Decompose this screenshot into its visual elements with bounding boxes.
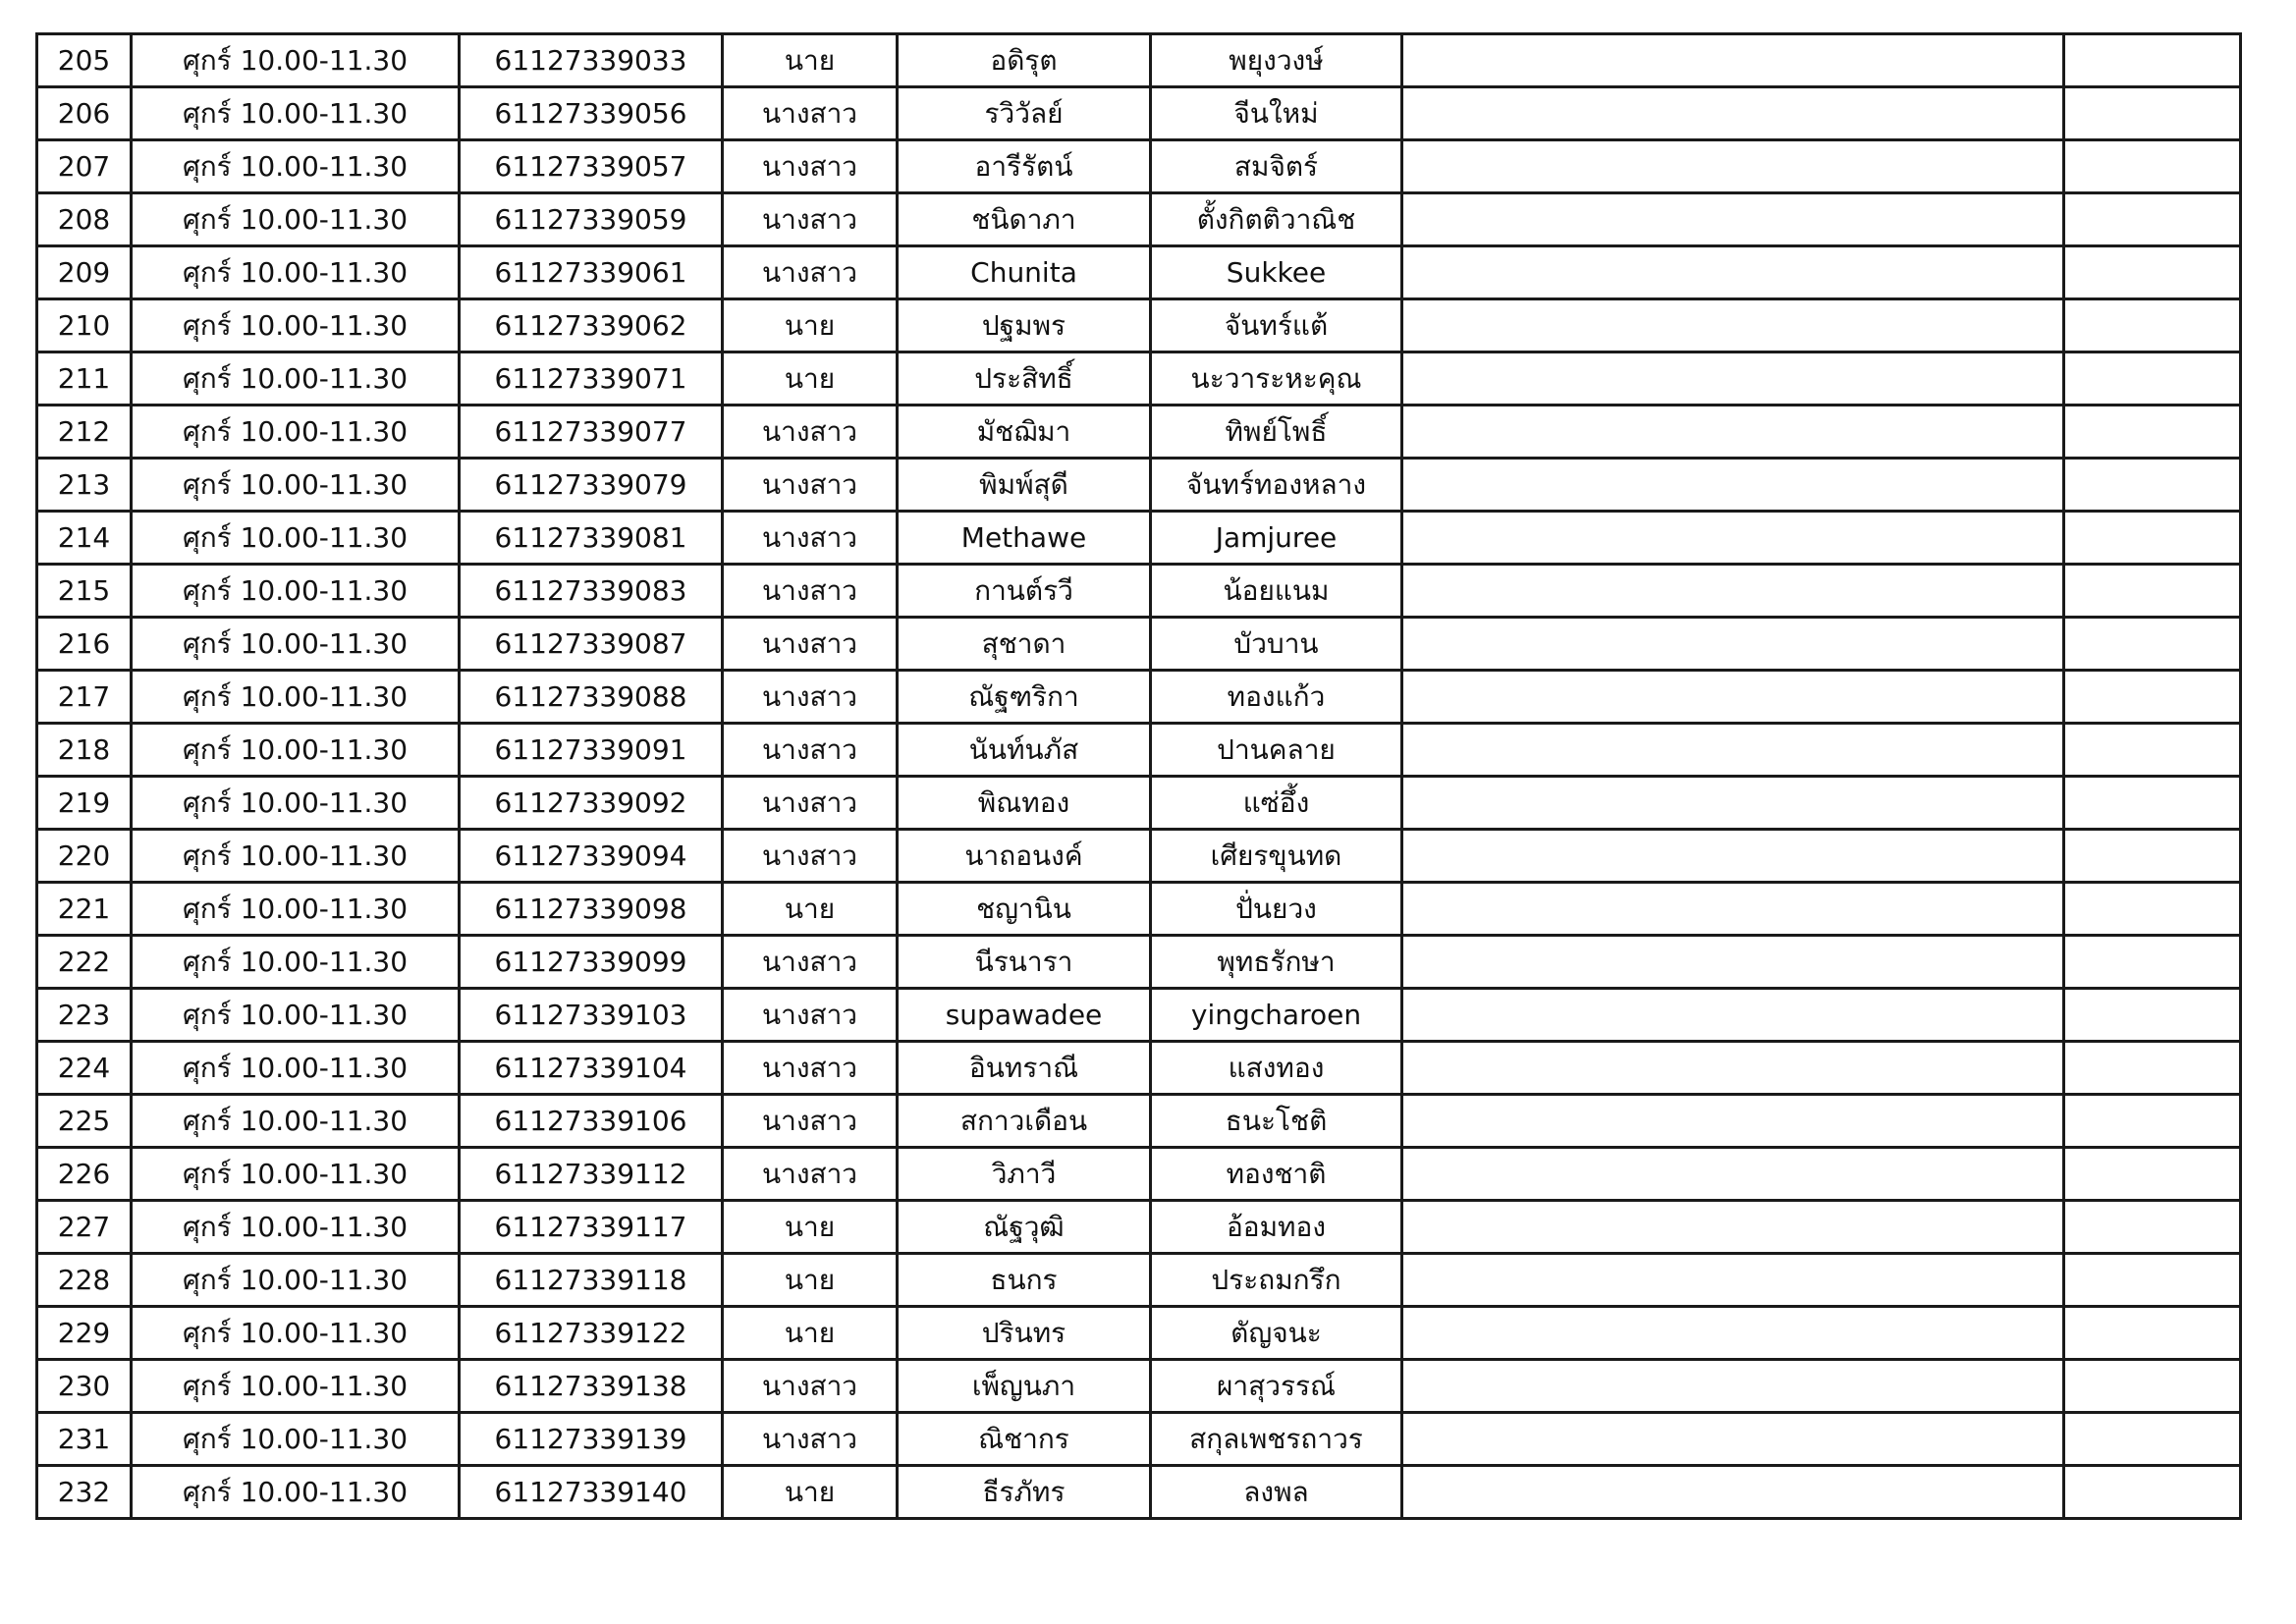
row-number: 221 [37, 883, 132, 936]
student-id: 61127339117 [460, 1201, 723, 1254]
first-name: กานต์รวี [898, 565, 1151, 618]
first-name: รวิวัลย์ [898, 87, 1151, 140]
session-time: ศุกร์ 10.00-11.30 [132, 618, 460, 671]
row-number: 217 [37, 671, 132, 724]
first-name: ธนกร [898, 1254, 1151, 1307]
blank-cell [1402, 1042, 2064, 1095]
first-name: ณิชากร [898, 1413, 1151, 1466]
last-name: จันทร์ทองหลาง [1151, 459, 1402, 512]
first-name: อินทราณี [898, 1042, 1151, 1095]
session-time: ศุกร์ 10.00-11.30 [132, 34, 460, 87]
first-name: สกาวเดือน [898, 1095, 1151, 1148]
table-row [37, 883, 2241, 936]
last-name: น้อยแนม [1151, 565, 1402, 618]
session-time: ศุกร์ 10.00-11.30 [132, 1042, 460, 1095]
table-row [37, 777, 2241, 830]
row-number: 219 [37, 777, 132, 830]
last-name: ปั่นยวง [1151, 883, 1402, 936]
blank-cell [1402, 1360, 2064, 1413]
name-title: นางสาว [723, 1360, 898, 1413]
name-title: นาย [723, 883, 898, 936]
first-name: อดิรุต [898, 34, 1151, 87]
student-id: 61127339112 [460, 1148, 723, 1201]
blank-cell-last [2064, 87, 2241, 140]
blank-cell [1402, 618, 2064, 671]
blank-cell [1402, 883, 2064, 936]
name-title: นาย [723, 1201, 898, 1254]
blank-cell [1402, 1148, 2064, 1201]
session-time: ศุกร์ 10.00-11.30 [132, 777, 460, 830]
student-id: 61127339104 [460, 1042, 723, 1095]
row-number: 211 [37, 352, 132, 406]
blank-cell [1402, 1095, 2064, 1148]
table-row [37, 246, 2241, 299]
blank-cell-last [2064, 1148, 2241, 1201]
last-name: ปานคลาย [1151, 724, 1402, 777]
name-title: นางสาว [723, 246, 898, 299]
last-name: ผาสุวรรณ์ [1151, 1360, 1402, 1413]
first-name: มัชฌิมา [898, 406, 1151, 459]
table-row [37, 406, 2241, 459]
row-number: 210 [37, 299, 132, 352]
student-id: 61127339099 [460, 936, 723, 989]
student-id: 61127339103 [460, 989, 723, 1042]
student-id: 61127339094 [460, 830, 723, 883]
blank-cell-last [2064, 1466, 2241, 1519]
name-title: นางสาว [723, 406, 898, 459]
last-name: บัวบาน [1151, 618, 1402, 671]
row-number: 207 [37, 140, 132, 193]
row-number: 227 [37, 1201, 132, 1254]
student-id: 61127339106 [460, 1095, 723, 1148]
session-time: ศุกร์ 10.00-11.30 [132, 1413, 460, 1466]
session-time: ศุกร์ 10.00-11.30 [132, 1095, 460, 1148]
blank-cell [1402, 34, 2064, 87]
name-title: นางสาว [723, 459, 898, 512]
last-name: จีนใหม่ [1151, 87, 1402, 140]
roster-body [37, 34, 2241, 1519]
blank-cell [1402, 777, 2064, 830]
blank-cell-last [2064, 1360, 2241, 1413]
name-title: นางสาว [723, 512, 898, 565]
blank-cell [1402, 936, 2064, 989]
table-row [37, 1254, 2241, 1307]
blank-cell [1402, 87, 2064, 140]
blank-cell [1402, 352, 2064, 406]
last-name: แสงทอง [1151, 1042, 1402, 1095]
session-time: ศุกร์ 10.00-11.30 [132, 352, 460, 406]
table-row [37, 1042, 2241, 1095]
blank-cell-last [2064, 352, 2241, 406]
table-row [37, 140, 2241, 193]
table-row [37, 989, 2241, 1042]
name-title: นางสาว [723, 1413, 898, 1466]
blank-cell-last [2064, 140, 2241, 193]
last-name: ตั้งกิตติวาณิช [1151, 193, 1402, 246]
student-id: 61127339061 [460, 246, 723, 299]
first-name: นาถอนงค์ [898, 830, 1151, 883]
blank-cell-last [2064, 246, 2241, 299]
row-number: 208 [37, 193, 132, 246]
blank-cell [1402, 406, 2064, 459]
blank-cell [1402, 193, 2064, 246]
last-name: ทิพย์โพธิ์ [1151, 406, 1402, 459]
student-id: 61127339091 [460, 724, 723, 777]
session-time: ศุกร์ 10.00-11.30 [132, 989, 460, 1042]
row-number: 214 [37, 512, 132, 565]
name-title: นาย [723, 1307, 898, 1360]
blank-cell [1402, 140, 2064, 193]
blank-cell [1402, 1307, 2064, 1360]
row-number: 216 [37, 618, 132, 671]
first-name: อารีรัตน์ [898, 140, 1151, 193]
table-row [37, 1095, 2241, 1148]
row-number: 209 [37, 246, 132, 299]
blank-cell-last [2064, 299, 2241, 352]
first-name: ธีรภัทร [898, 1466, 1151, 1519]
last-name: ทองชาติ [1151, 1148, 1402, 1201]
table-row [37, 936, 2241, 989]
student-roster-table [35, 32, 2242, 1520]
row-number: 231 [37, 1413, 132, 1466]
student-id: 61127339081 [460, 512, 723, 565]
table-row [37, 1148, 2241, 1201]
session-time: ศุกร์ 10.00-11.30 [132, 936, 460, 989]
session-time: ศุกร์ 10.00-11.30 [132, 724, 460, 777]
name-title: นางสาว [723, 140, 898, 193]
blank-cell-last [2064, 618, 2241, 671]
row-number: 230 [37, 1360, 132, 1413]
table-row [37, 299, 2241, 352]
blank-cell [1402, 459, 2064, 512]
table-row [37, 512, 2241, 565]
session-time: ศุกร์ 10.00-11.30 [132, 565, 460, 618]
session-time: ศุกร์ 10.00-11.30 [132, 1148, 460, 1201]
blank-cell-last [2064, 989, 2241, 1042]
first-name: พิณทอง [898, 777, 1151, 830]
row-number: 212 [37, 406, 132, 459]
row-number: 215 [37, 565, 132, 618]
row-number: 222 [37, 936, 132, 989]
last-name: อ้อมทอง [1151, 1201, 1402, 1254]
last-name: สกุลเพชรถาวร [1151, 1413, 1402, 1466]
table-row [37, 34, 2241, 87]
name-title: นางสาว [723, 936, 898, 989]
last-name: สมจิตร์ [1151, 140, 1402, 193]
session-time: ศุกร์ 10.00-11.30 [132, 1254, 460, 1307]
blank-cell-last [2064, 830, 2241, 883]
blank-cell-last [2064, 565, 2241, 618]
first-name: ชนิดาภา [898, 193, 1151, 246]
row-number: 205 [37, 34, 132, 87]
last-name: ทองแก้ว [1151, 671, 1402, 724]
student-id: 61127339118 [460, 1254, 723, 1307]
blank-cell [1402, 1466, 2064, 1519]
name-title: นาย [723, 352, 898, 406]
table-row [37, 618, 2241, 671]
name-title: นางสาว [723, 724, 898, 777]
session-time: ศุกร์ 10.00-11.30 [132, 1360, 460, 1413]
session-time: ศุกร์ 10.00-11.30 [132, 406, 460, 459]
last-name: ลงพล [1151, 1466, 1402, 1519]
name-title: นางสาว [723, 193, 898, 246]
blank-cell [1402, 512, 2064, 565]
row-number: 206 [37, 87, 132, 140]
name-title: นาย [723, 1466, 898, 1519]
blank-cell-last [2064, 1254, 2241, 1307]
name-title: นางสาว [723, 565, 898, 618]
name-title: นาย [723, 1254, 898, 1307]
blank-cell-last [2064, 1201, 2241, 1254]
blank-cell-last [2064, 406, 2241, 459]
session-time: ศุกร์ 10.00-11.30 [132, 193, 460, 246]
blank-cell [1402, 671, 2064, 724]
last-name: yingcharoen [1151, 989, 1402, 1042]
blank-cell-last [2064, 34, 2241, 87]
first-name: เพ็ญนภา [898, 1360, 1151, 1413]
blank-cell-last [2064, 936, 2241, 989]
row-number: 220 [37, 830, 132, 883]
name-title: นางสาว [723, 671, 898, 724]
row-number: 229 [37, 1307, 132, 1360]
first-name: ปรินทร [898, 1307, 1151, 1360]
first-name: ณัฐฑริกา [898, 671, 1151, 724]
table-row [37, 671, 2241, 724]
name-title: นางสาว [723, 989, 898, 1042]
session-time: ศุกร์ 10.00-11.30 [132, 1307, 460, 1360]
session-time: ศุกร์ 10.00-11.30 [132, 671, 460, 724]
blank-cell [1402, 565, 2064, 618]
student-id: 61127339083 [460, 565, 723, 618]
blank-cell [1402, 246, 2064, 299]
session-time: ศุกร์ 10.00-11.30 [132, 140, 460, 193]
student-id: 61127339087 [460, 618, 723, 671]
student-id: 61127339140 [460, 1466, 723, 1519]
table-row [37, 87, 2241, 140]
blank-cell-last [2064, 1413, 2241, 1466]
blank-cell-last [2064, 459, 2241, 512]
blank-cell [1402, 1254, 2064, 1307]
blank-cell [1402, 830, 2064, 883]
row-number: 224 [37, 1042, 132, 1095]
last-name: ตัญจนะ [1151, 1307, 1402, 1360]
blank-cell [1402, 1413, 2064, 1466]
last-name: เศียรขุนทด [1151, 830, 1402, 883]
name-title: นางสาว [723, 618, 898, 671]
first-name: ชญานิน [898, 883, 1151, 936]
name-title: นางสาว [723, 830, 898, 883]
student-id: 61127339062 [460, 299, 723, 352]
session-time: ศุกร์ 10.00-11.30 [132, 830, 460, 883]
student-id: 61127339079 [460, 459, 723, 512]
last-name: ประถมกรึก [1151, 1254, 1402, 1307]
table-row [37, 1201, 2241, 1254]
table-row [37, 459, 2241, 512]
blank-cell-last [2064, 883, 2241, 936]
name-title: นาย [723, 299, 898, 352]
first-name: ปฐมพร [898, 299, 1151, 352]
student-id: 61127339138 [460, 1360, 723, 1413]
student-id: 61127339056 [460, 87, 723, 140]
last-name: พยุงวงษ์ [1151, 34, 1402, 87]
last-name: Jamjuree [1151, 512, 1402, 565]
first-name: นีรนารา [898, 936, 1151, 989]
blank-cell [1402, 989, 2064, 1042]
first-name: Methawe [898, 512, 1151, 565]
session-time: ศุกร์ 10.00-11.30 [132, 459, 460, 512]
blank-cell-last [2064, 1307, 2241, 1360]
student-id: 61127339059 [460, 193, 723, 246]
table-row [37, 1413, 2241, 1466]
row-number: 228 [37, 1254, 132, 1307]
student-id: 61127339077 [460, 406, 723, 459]
session-time: ศุกร์ 10.00-11.30 [132, 883, 460, 936]
student-id: 61127339139 [460, 1413, 723, 1466]
last-name: พุทธรักษา [1151, 936, 1402, 989]
blank-cell [1402, 299, 2064, 352]
table-row [37, 724, 2241, 777]
first-name: วิภาวี [898, 1148, 1151, 1201]
name-title: นาย [723, 34, 898, 87]
session-time: ศุกร์ 10.00-11.30 [132, 246, 460, 299]
student-id: 61127339057 [460, 140, 723, 193]
session-time: ศุกร์ 10.00-11.30 [132, 512, 460, 565]
student-id: 61127339088 [460, 671, 723, 724]
student-id: 61127339098 [460, 883, 723, 936]
student-id: 61127339033 [460, 34, 723, 87]
table-row [37, 830, 2241, 883]
first-name: Chunita [898, 246, 1151, 299]
table-row [37, 1307, 2241, 1360]
row-number: 213 [37, 459, 132, 512]
blank-cell-last [2064, 671, 2241, 724]
last-name: จันทร์แต้ [1151, 299, 1402, 352]
blank-cell-last [2064, 777, 2241, 830]
table-row [37, 352, 2241, 406]
blank-cell [1402, 1201, 2064, 1254]
first-name: สุชาดา [898, 618, 1151, 671]
blank-cell [1402, 724, 2064, 777]
last-name: ธนะโชติ [1151, 1095, 1402, 1148]
blank-cell-last [2064, 724, 2241, 777]
student-id: 61127339122 [460, 1307, 723, 1360]
row-number: 226 [37, 1148, 132, 1201]
last-name: นะวาระหะคุณ [1151, 352, 1402, 406]
name-title: นางสาว [723, 87, 898, 140]
name-title: นางสาว [723, 777, 898, 830]
last-name: แซ่อึ้ง [1151, 777, 1402, 830]
row-number: 223 [37, 989, 132, 1042]
session-time: ศุกร์ 10.00-11.30 [132, 1466, 460, 1519]
first-name: พิมพ์สุดี [898, 459, 1151, 512]
student-id: 61127339092 [460, 777, 723, 830]
blank-cell-last [2064, 512, 2241, 565]
session-time: ศุกร์ 10.00-11.30 [132, 299, 460, 352]
student-id: 61127339071 [460, 352, 723, 406]
table-row [37, 1466, 2241, 1519]
name-title: นางสาว [723, 1095, 898, 1148]
first-name: ณัฐวุฒิ [898, 1201, 1151, 1254]
blank-cell-last [2064, 1042, 2241, 1095]
blank-cell-last [2064, 1095, 2241, 1148]
row-number: 218 [37, 724, 132, 777]
first-name: supawadee [898, 989, 1151, 1042]
session-time: ศุกร์ 10.00-11.30 [132, 87, 460, 140]
row-number: 232 [37, 1466, 132, 1519]
blank-cell-last [2064, 193, 2241, 246]
name-title: นางสาว [723, 1148, 898, 1201]
session-time: ศุกร์ 10.00-11.30 [132, 1201, 460, 1254]
table-row [37, 193, 2241, 246]
first-name: ประสิทธิ์ [898, 352, 1151, 406]
table-row [37, 565, 2241, 618]
table-row [37, 1360, 2241, 1413]
name-title: นางสาว [723, 1042, 898, 1095]
last-name: Sukkee [1151, 246, 1402, 299]
first-name: นันท์นภัส [898, 724, 1151, 777]
row-number: 225 [37, 1095, 132, 1148]
